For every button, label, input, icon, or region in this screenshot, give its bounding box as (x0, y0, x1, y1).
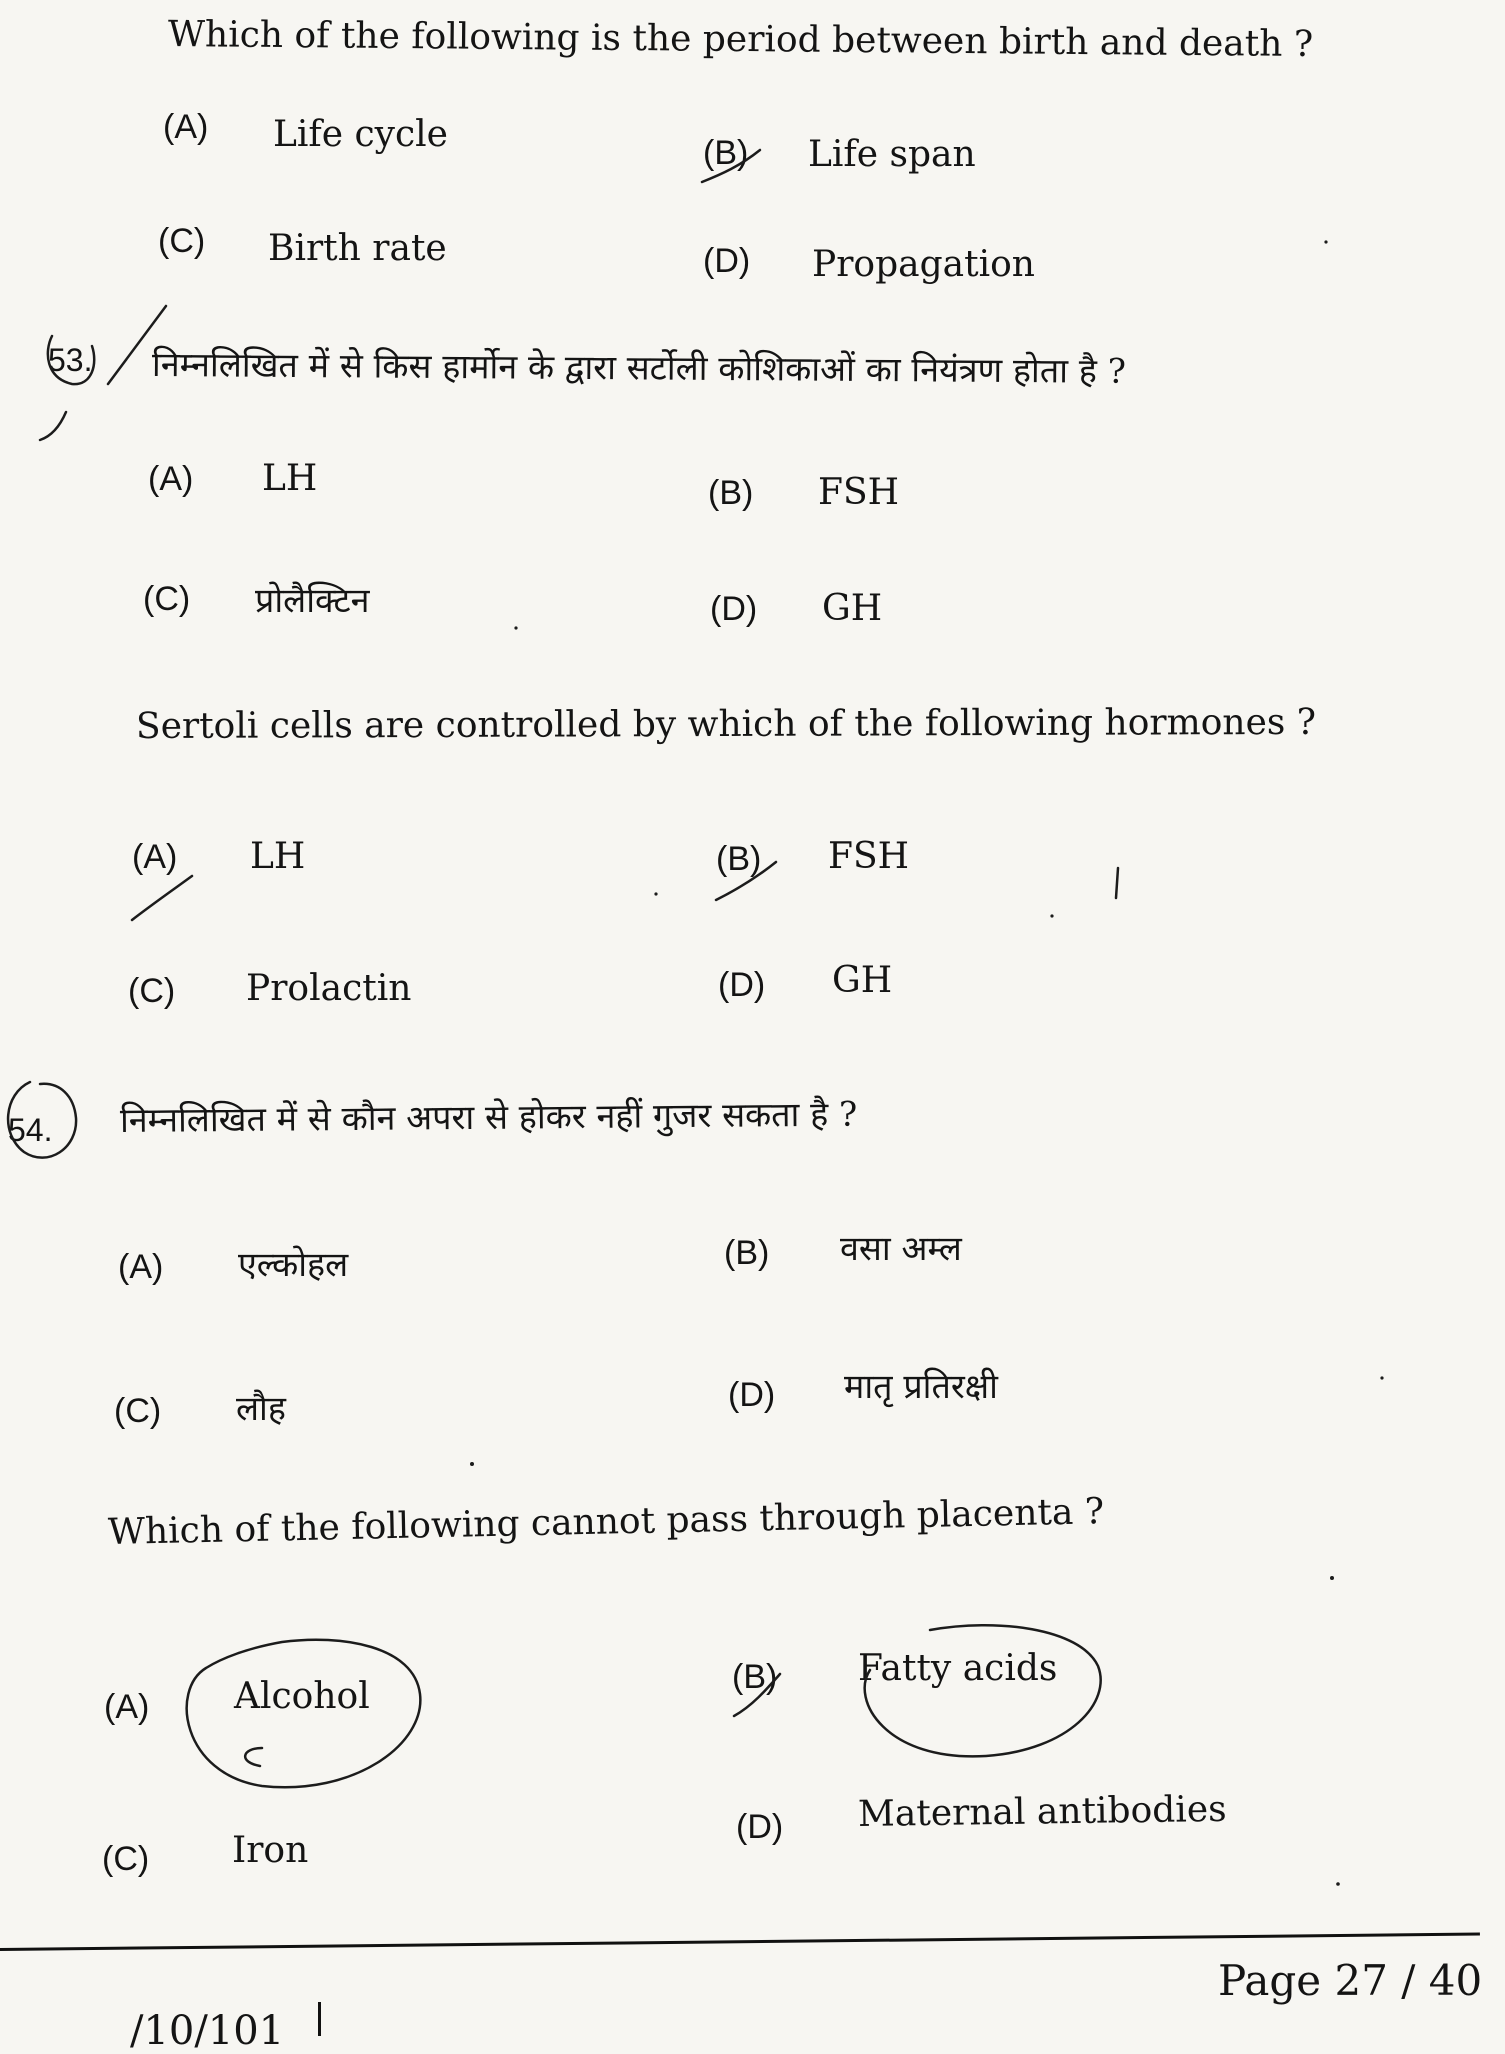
q52-option-a-label: (A) (163, 108, 209, 146)
q54-question-en: Which of the following cannot pass through placenta ? (107, 1491, 1105, 1553)
margin-stroke (1116, 868, 1118, 898)
q54-question-hi: निम्नलिखित में से कौन अपरा से होकर नहीं गुजर सकता है ? (119, 1094, 858, 1141)
q52-option-b-label: (B) (703, 134, 749, 172)
q54-hi-option-a-text: एल्कोहल (238, 1245, 349, 1285)
page-number: Page 27 / 40 (1218, 1956, 1483, 2005)
q54-hi-option-d-label: (D) (728, 1376, 776, 1414)
hook-alcohol (245, 1748, 262, 1766)
q53-hi-option-b-text: FSH (818, 472, 900, 513)
q54-hi-option-d-text: मातृ प्रतिरक्षी (844, 1367, 998, 1407)
q54-en-option-c-label: (C) (102, 1840, 150, 1878)
q52-question-en: Which of the following is the period between birth and death ? (167, 14, 1314, 65)
footer-divider (318, 2002, 321, 2036)
paper-code: /10/101 (130, 2008, 285, 2054)
slash-q53-b (40, 412, 66, 440)
q54-hi-option-b-text: वसा अम्ल (840, 1229, 962, 1269)
q52-option-b-text: Life span (808, 134, 976, 175)
q53-en-option-a-label: (A) (132, 838, 178, 876)
q53-hi-option-d-label: (D) (710, 590, 758, 628)
q54-en-option-b-label: (B) (732, 1658, 778, 1696)
q54-hi-option-b-label: (B) (724, 1234, 770, 1272)
q54-en-option-d-text: Maternal antibodies (857, 1788, 1227, 1835)
q53-hi-option-b-label: (B) (708, 474, 754, 512)
q53-en-option-c-text: Prolactin (246, 968, 412, 1009)
q54-en-option-a-label: (A) (104, 1688, 150, 1726)
q54-en-option-a-text: Alcohol (234, 1676, 370, 1717)
q53-hi-option-a-text: LH (262, 458, 318, 499)
q53-hi-option-a-label: (A) (148, 460, 194, 498)
q52-option-d-text: Propagation (812, 244, 1035, 285)
q53-en-option-d-label: (D) (718, 966, 766, 1004)
q54-number: 54. (8, 1112, 53, 1148)
q52-option-a-text: Life cycle (273, 114, 448, 155)
q53-en-option-d-text: GH (832, 960, 893, 1001)
q52-option-c-label: (C) (158, 222, 206, 260)
q54-en-option-d-label: (D) (736, 1808, 784, 1846)
q53-question-en: Sertoli cells are controlled by which of the following hormones ? (135, 701, 1317, 747)
q52-option-d-label: (D) (703, 242, 751, 280)
circle-fatty-acids (865, 1625, 1101, 1756)
q53-en-option-a-text: LH (250, 836, 306, 877)
q54-hi-option-c-text: लौह (236, 1389, 286, 1429)
q53-hi-option-d-text: GH (822, 588, 883, 629)
footer-rule (0, 1933, 1480, 1951)
q53-hi-option-c-label: (C) (143, 580, 191, 618)
q53-number: 53. (48, 342, 93, 378)
q53-en-option-b-text: FSH (828, 836, 910, 877)
q52-option-c-text: Birth rate (268, 228, 447, 269)
q53-en-option-c-label: (C) (128, 972, 176, 1010)
q54-hi-option-a-label: (A) (118, 1248, 164, 1286)
q53-question-hi: निम्नलिखित में से किस हार्मोन के द्वारा सर्टोली कोशिकाओं का नियंत्रण होता है ? (151, 345, 1127, 392)
tick-mark-q53-a (132, 876, 192, 920)
q54-en-option-b-text: Fatty acids (858, 1648, 1058, 1689)
q54-en-option-c-text: Iron (232, 1830, 309, 1871)
q53-hi-option-c-text: प्रोलैक्टिन (255, 581, 370, 621)
q53-en-option-b-label: (B) (716, 840, 762, 878)
q54-hi-option-c-label: (C) (114, 1392, 162, 1430)
